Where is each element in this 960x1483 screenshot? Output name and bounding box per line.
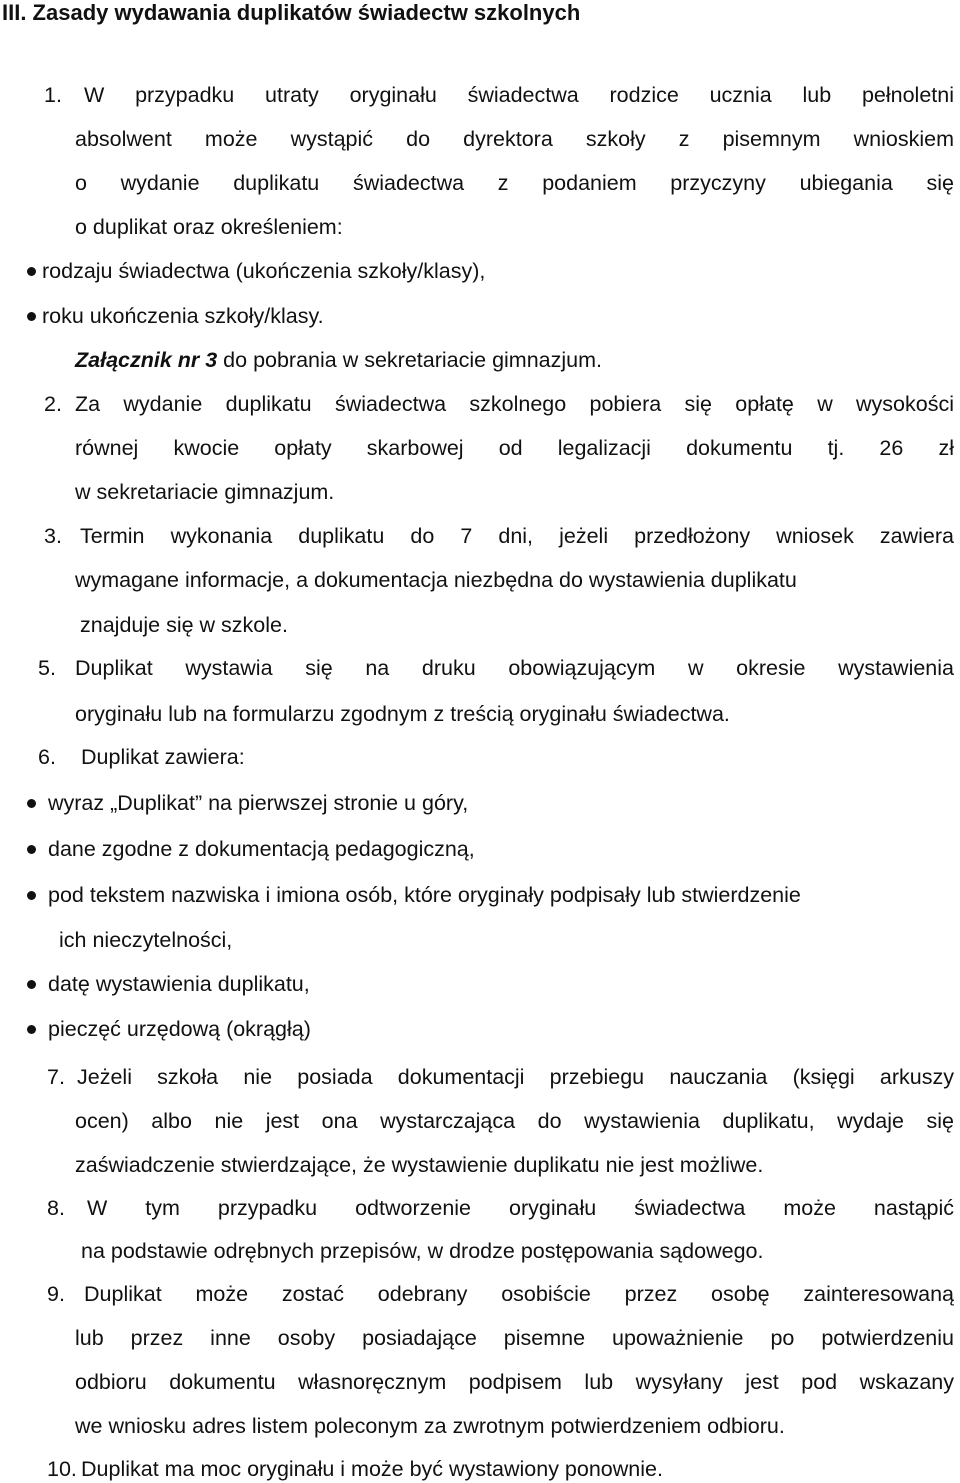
p6-bullet-5: pieczęć urzędową (okrągłą) xyxy=(48,1017,311,1041)
item-number-2: 2. xyxy=(44,392,62,416)
p2-line-2: równej kwocie opłaty skarbowej od legalizacji dokumentu tj. 26 zł xyxy=(75,436,954,460)
bullet-dot xyxy=(27,980,36,989)
p9-line-1: Duplikat może zostać odebrany osobiście przez osobę zainteresowaną xyxy=(84,1282,954,1306)
p6-bullet-4: datę wystawienia duplikatu, xyxy=(48,972,310,996)
p9-line-4: we wniosku adres listem poleconym za zwrotnym potwierdzeniem odbioru. xyxy=(75,1414,785,1438)
p1-line-2: absolwent może wystąpić do dyrektora szkoły z pisemnym wnioskiem xyxy=(75,127,954,151)
item-number-9: 9. xyxy=(47,1282,65,1306)
p9-line-2: lub przez inne osoby posiadające pisemne upoważnienie po potwierdzeniu xyxy=(75,1326,954,1350)
p6-bullet-2: dane zgodne z dokumentacją pedagogiczną, xyxy=(48,837,475,861)
p1-line-3: o wydanie duplikatu świadectwa z podaniem przyczyny ubiegania się xyxy=(75,171,954,195)
p6-bullet-3-cont: ich nieczytelności, xyxy=(59,928,233,952)
attachment-text: do pobrania w sekretariacie gimnazjum. xyxy=(217,348,602,372)
p3-line-2: wymagane informacje, a dokumentacja niezbędna do wystawienia duplikatu xyxy=(75,568,797,592)
p5-line-1: Duplikat wystawia się na druku obowiązującym w okresie wystawienia xyxy=(75,656,954,680)
bullet-dot xyxy=(27,799,36,808)
item-number-1: 1. xyxy=(44,83,62,107)
p8-line-1: W tym przypadku odtworzenie oryginału świadectwa może nastąpić xyxy=(87,1196,954,1220)
item-number-5: 5. xyxy=(38,656,56,680)
p7-line-3: zaświadczenie stwierdzające, że wystawienie duplikatu nie jest możliwe. xyxy=(75,1153,764,1177)
page-title: III. Zasady wydawania duplikatów świadectw szkolnych xyxy=(2,0,581,25)
p6-bullet-3: pod tekstem nazwiska i imiona osób, które oryginały podpisały lub stwierdzenie xyxy=(48,883,801,907)
bullet-dot xyxy=(27,891,36,900)
item-number-8: 8. xyxy=(47,1196,65,1220)
item-number-10: 10. xyxy=(47,1457,77,1481)
p6-intro: Duplikat zawiera: xyxy=(81,745,245,769)
item-number-3: 3. xyxy=(44,524,62,548)
bullet-dot xyxy=(27,267,36,276)
attachment-note xyxy=(75,346,602,374)
bullet-dot xyxy=(27,845,36,854)
bullet-dot xyxy=(27,1025,36,1034)
p3-line-1: Termin wykonania duplikatu do 7 dni, jeżeli przedłożony wniosek zawiera xyxy=(80,524,954,548)
item-number-6: 6. xyxy=(38,745,56,769)
p1-line-1: W przypadku utraty oryginału świadectwa rodzice ucznia lub pełnoletni xyxy=(84,83,954,107)
p10-text: Duplikat ma moc oryginału i może być wystawiony ponownie. xyxy=(81,1457,663,1481)
p7-line-2: ocen) albo nie jest ona wystarczająca do wystawienia duplikatu, wydaje się xyxy=(75,1109,954,1133)
p1-bullet-2: roku ukończenia szkoły/klasy. xyxy=(42,304,324,328)
p5-line-2: oryginału lub na formularzu zgodnym z treścią oryginału świadectwa. xyxy=(75,702,730,726)
p3-line-3: znajduje się w szkole. xyxy=(80,613,288,637)
attachment-label: Załącznik nr 3 xyxy=(75,348,218,372)
p7-line-1: Jeżeli szkoła nie posiada dokumentacji przebiegu nauczania (księgi arkuszy xyxy=(77,1065,954,1089)
p1-bullet-1: rodzaju świadectwa (ukończenia szkoły/klasy), xyxy=(42,259,486,283)
item-number-7: 7. xyxy=(47,1065,65,1089)
p9-line-3: odbioru dokumentu własnoręcznym podpisem lub wysyłany jest pod wskazany xyxy=(75,1370,954,1394)
bullet-dot xyxy=(27,312,36,321)
p2-line-1: Za wydanie duplikatu świadectwa szkolnego pobiera się opłatę w wysokości xyxy=(75,392,954,416)
p2-line-3: w sekretariacie gimnazjum. xyxy=(75,480,335,504)
p8-line-2: na podstawie odrębnych przepisów, w drodze postępowania sądowego. xyxy=(81,1239,764,1263)
p1-line-4: o duplikat oraz określeniem: xyxy=(75,215,343,239)
p6-bullet-1: wyraz „Duplikat” na pierwszej stronie u góry, xyxy=(48,791,469,815)
